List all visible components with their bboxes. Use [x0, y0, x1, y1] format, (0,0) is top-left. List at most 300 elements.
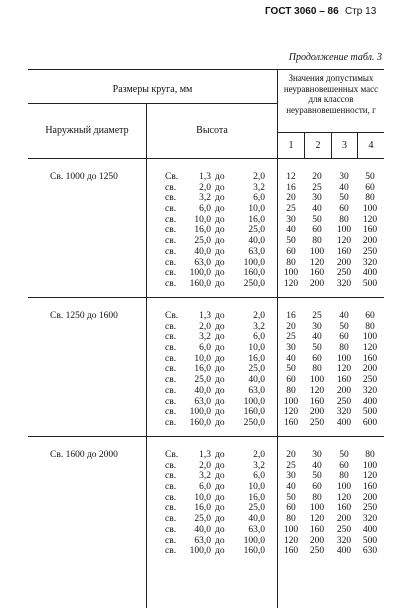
- height-to: 63,0: [248, 385, 265, 396]
- unbalance-value-class-1: 40: [286, 353, 296, 364]
- unbalance-value-class-3: 160: [336, 375, 352, 386]
- unbalance-value-class-4: 320: [362, 385, 378, 396]
- unbalance-value-class-3: 80: [339, 471, 349, 482]
- unbalance-values-row: [278, 225, 384, 236]
- height-prefix: св.: [165, 257, 177, 268]
- height-from: 2,0: [199, 182, 211, 193]
- unbalance-value-class-4: 500: [362, 278, 378, 289]
- height-range-row: [165, 418, 277, 429]
- unbalance-value-class-1: 100: [283, 268, 299, 279]
- group-1-heights: [165, 172, 277, 290]
- height-from: 16,0: [194, 364, 211, 375]
- height-range-row: [165, 461, 277, 472]
- height-to: 16,0: [248, 353, 265, 364]
- unbalance-value-class-4: 160: [362, 482, 378, 493]
- unbalance-value-class-2: 120: [309, 385, 325, 396]
- height-from: 3,2: [199, 332, 211, 343]
- unbalance-value-class-4: 250: [362, 375, 378, 386]
- unbalance-value-class-2: 50: [312, 343, 322, 354]
- unbalance-value-class-2: 160: [309, 268, 325, 279]
- height-range-row: [165, 247, 277, 258]
- height-from: 2,0: [199, 321, 211, 332]
- unbalance-value-class-4: 160: [362, 225, 378, 236]
- unbalance-value-class-3: 40: [339, 311, 349, 321]
- height-prefix: св.: [165, 214, 177, 225]
- unbalance-value-class-4: 120: [362, 343, 378, 354]
- unbalance-value-class-3: 250: [336, 524, 352, 535]
- height-to: 250,0: [243, 278, 265, 289]
- height-to: 100,0: [243, 396, 265, 407]
- height-do: до: [215, 364, 225, 375]
- height-do: до: [215, 535, 225, 546]
- unbalance-value-class-2: 200: [309, 278, 325, 289]
- height-from: 100,0: [189, 268, 211, 279]
- unbalance-value-class-1: 120: [283, 407, 299, 418]
- unbalance-value-class-1: 20: [286, 450, 296, 460]
- unbalance-values-row: [278, 471, 384, 482]
- table-continuation-label: Продолжение табл. 3: [288, 52, 382, 63]
- height-from: 100,0: [189, 546, 211, 557]
- unbalance-value-class-2: 30: [312, 193, 322, 204]
- unbalance-value-class-2: 200: [309, 535, 325, 546]
- header-outer-diameter: Наружный диаметр: [45, 125, 129, 136]
- height-from: 63,0: [194, 257, 211, 268]
- unbalance-value-class-4: 80: [365, 450, 375, 460]
- unbalance-values-row: [278, 546, 384, 557]
- unbalance-value-class-1: 50: [286, 492, 296, 503]
- unbalance-value-class-4: 200: [362, 236, 378, 247]
- height-range-row: [165, 471, 277, 482]
- unbalance-value-class-1: 25: [286, 460, 296, 471]
- height-prefix: св.: [165, 204, 177, 215]
- height-do: до: [215, 503, 225, 514]
- unbalance-values-row: [278, 183, 384, 194]
- height-from: 16,0: [194, 225, 211, 236]
- height-range-row: [165, 215, 277, 226]
- height-range-row: [165, 332, 277, 343]
- unbalance-value-class-4: 630: [362, 546, 378, 557]
- height-prefix: Св.: [165, 450, 179, 460]
- height-prefix: Св.: [165, 311, 179, 321]
- height-prefix: св.: [165, 182, 177, 193]
- unbalance-value-class-4: 100: [362, 332, 378, 343]
- unbalance-value-class-2: 80: [312, 492, 322, 503]
- height-range-row: [165, 386, 277, 397]
- header-sizes-title: Размеры круга, мм: [112, 84, 193, 95]
- unbalance-value-class-3: 160: [336, 503, 352, 514]
- unbalance-value-class-4: 320: [362, 257, 378, 268]
- unbalance-value-class-4: 600: [362, 417, 378, 428]
- unbalance-values-row: [278, 268, 384, 279]
- height-range-row: [165, 407, 277, 418]
- height-from: 3,2: [199, 193, 211, 204]
- unbalance-value-class-4: 100: [362, 204, 378, 215]
- height-from: 1,3: [199, 311, 211, 321]
- unbalance-values-row: [278, 311, 384, 322]
- height-prefix: св.: [165, 278, 177, 289]
- unbalance-value-class-2: 20: [312, 172, 322, 182]
- unbalance-value-class-4: 320: [362, 514, 378, 525]
- height-do: до: [215, 460, 225, 471]
- unbalance-value-class-2: 100: [309, 375, 325, 386]
- height-prefix: св.: [165, 193, 177, 204]
- height-from: 10,0: [194, 492, 211, 503]
- height-to: 16,0: [248, 492, 265, 503]
- height-to: 100,0: [243, 257, 265, 268]
- unbalance-value-class-2: 250: [309, 546, 325, 557]
- unbalance-value-class-3: 200: [336, 257, 352, 268]
- height-to: 2,0: [253, 172, 265, 182]
- group-diameter-3: Св. 1600 до 2000: [50, 450, 118, 460]
- height-prefix: св.: [165, 407, 177, 418]
- height-range-row: [165, 183, 277, 194]
- unbalance-values-row: [278, 258, 384, 269]
- height-to: 160,0: [243, 268, 265, 279]
- height-from: 10,0: [194, 353, 211, 364]
- group-divider-2: [28, 436, 384, 437]
- unbalance-value-class-3: 400: [336, 546, 352, 557]
- unbalance-values-row: [278, 279, 384, 290]
- unbalance-values-row: [278, 354, 384, 365]
- unbalance-value-class-1: 50: [286, 364, 296, 375]
- height-prefix: св.: [165, 503, 177, 514]
- height-from: 3,2: [199, 471, 211, 482]
- unbalance-value-class-1: 100: [283, 524, 299, 535]
- unbalance-value-class-4: 400: [362, 524, 378, 535]
- height-to: 63,0: [248, 524, 265, 535]
- unbalance-value-class-3: 80: [339, 343, 349, 354]
- height-from: 40,0: [194, 385, 211, 396]
- height-range-row: [165, 354, 277, 365]
- unbalance-values-row: [278, 322, 384, 333]
- height-prefix: Св.: [165, 172, 179, 182]
- unbalance-value-class-2: 60: [312, 482, 322, 493]
- unbalance-values-row: [278, 193, 384, 204]
- unbalance-value-class-1: 40: [286, 482, 296, 493]
- unbalance-value-class-4: 250: [362, 503, 378, 514]
- height-prefix: св.: [165, 514, 177, 525]
- unbalance-value-class-3: 320: [336, 407, 352, 418]
- unbalance-value-class-3: 50: [339, 321, 349, 332]
- unbalance-value-class-4: 500: [362, 407, 378, 418]
- height-to: 16,0: [248, 214, 265, 225]
- unbalance-values-row: [278, 204, 384, 215]
- class-number-4: 4: [368, 140, 374, 151]
- unbalance-value-class-3: 50: [339, 193, 349, 204]
- height-do: до: [215, 492, 225, 503]
- height-to: 40,0: [248, 236, 265, 247]
- unbalance-value-class-3: 250: [336, 268, 352, 279]
- unbalance-values-row: [278, 536, 384, 547]
- unbalance-value-class-2: 80: [312, 364, 322, 375]
- height-from: 6,0: [199, 482, 211, 493]
- height-prefix: св.: [165, 353, 177, 364]
- column-divider-main: [146, 103, 147, 608]
- unbalance-value-class-1: 60: [286, 375, 296, 386]
- unbalance-values-row: [278, 418, 384, 429]
- height-prefix: св.: [165, 385, 177, 396]
- unbalance-values-row: [278, 450, 384, 461]
- unbalance-values-row: [278, 397, 384, 408]
- unbalance-value-class-1: 160: [283, 417, 299, 428]
- height-do: до: [215, 450, 225, 460]
- height-to: 250,0: [243, 417, 265, 428]
- unbalance-values-row: [278, 364, 384, 375]
- unbalance-values-row: [278, 172, 384, 183]
- height-range-row: [165, 482, 277, 493]
- height-range-row: [165, 258, 277, 269]
- unbalance-values-row: [278, 332, 384, 343]
- height-from: 10,0: [194, 214, 211, 225]
- unbalance-value-class-2: 120: [309, 514, 325, 525]
- unbalance-value-class-1: 50: [286, 236, 296, 247]
- unbalance-value-class-4: 200: [362, 364, 378, 375]
- height-do: до: [215, 396, 225, 407]
- height-do: до: [215, 172, 225, 182]
- height-range-row: [165, 172, 277, 183]
- group-3-values: [278, 450, 384, 557]
- unbalance-value-class-1: 120: [283, 278, 299, 289]
- unbalance-value-class-3: 80: [339, 214, 349, 225]
- height-do: до: [215, 407, 225, 418]
- height-to: 10,0: [248, 204, 265, 215]
- height-to: 160,0: [243, 407, 265, 418]
- unbalance-value-class-3: 100: [336, 353, 352, 364]
- unbalance-value-class-4: 50: [365, 172, 375, 182]
- height-from: 6,0: [199, 343, 211, 354]
- header-bottom-rule: [28, 158, 384, 159]
- height-range-row: [165, 493, 277, 504]
- height-to: 25,0: [248, 503, 265, 514]
- height-do: до: [215, 278, 225, 289]
- height-to: 10,0: [248, 482, 265, 493]
- height-do: до: [215, 343, 225, 354]
- height-do: до: [215, 471, 225, 482]
- unbalance-value-class-4: 160: [362, 353, 378, 364]
- unbalance-value-class-4: 80: [365, 193, 375, 204]
- height-do: до: [215, 321, 225, 332]
- height-prefix: св.: [165, 268, 177, 279]
- height-prefix: св.: [165, 482, 177, 493]
- height-range-row: [165, 204, 277, 215]
- height-prefix: св.: [165, 546, 177, 557]
- unbalance-value-class-1: 12: [286, 172, 296, 182]
- unbalance-value-class-3: 200: [336, 514, 352, 525]
- height-range-row: [165, 322, 277, 333]
- class-number-3: 3: [342, 140, 347, 151]
- height-prefix: св.: [165, 332, 177, 343]
- unbalance-value-class-2: 250: [309, 417, 325, 428]
- unbalance-value-class-3: 60: [339, 460, 349, 471]
- height-to: 3,2: [253, 182, 265, 193]
- unbalance-value-class-3: 200: [336, 385, 352, 396]
- unbalance-value-class-3: 120: [336, 492, 352, 503]
- height-do: до: [215, 311, 225, 321]
- height-do: до: [215, 524, 225, 535]
- height-range-row: [165, 279, 277, 290]
- unbalance-value-class-4: 250: [362, 246, 378, 257]
- unbalance-value-class-2: 40: [312, 460, 322, 471]
- height-to: 25,0: [248, 364, 265, 375]
- height-range-row: [165, 268, 277, 279]
- unbalance-values-row: [278, 375, 384, 386]
- class-number-2: 2: [315, 140, 321, 151]
- unbalance-value-class-2: 30: [312, 321, 322, 332]
- height-from: 40,0: [194, 246, 211, 257]
- height-do: до: [215, 257, 225, 268]
- unbalance-value-class-4: 120: [362, 471, 378, 482]
- height-prefix: св.: [165, 364, 177, 375]
- class-number-1: 1: [288, 140, 294, 151]
- group-diameter-2: Св. 1250 до 1600: [50, 311, 118, 321]
- unbalance-value-class-3: 120: [336, 236, 352, 247]
- unbalance-value-class-1: 60: [286, 503, 296, 514]
- height-from: 63,0: [194, 396, 211, 407]
- unbalance-value-class-1: 80: [286, 514, 296, 525]
- height-to: 6,0: [253, 471, 265, 482]
- unbalance-value-class-4: 60: [365, 311, 375, 321]
- height-to: 160,0: [243, 546, 265, 557]
- unbalance-value-class-2: 120: [309, 257, 325, 268]
- height-range-row: [165, 236, 277, 247]
- height-do: до: [215, 332, 225, 343]
- height-from: 1,3: [199, 450, 211, 460]
- unbalance-value-class-2: 50: [312, 471, 322, 482]
- height-prefix: св.: [165, 471, 177, 482]
- height-range-row: [165, 343, 277, 354]
- height-range-row: [165, 503, 277, 514]
- group-divider-1: [28, 297, 384, 298]
- height-range-row: [165, 375, 277, 386]
- height-to: 3,2: [253, 321, 265, 332]
- height-do: до: [215, 417, 225, 428]
- unbalance-value-class-1: 100: [283, 396, 299, 407]
- unbalance-value-class-2: 25: [312, 311, 322, 321]
- unbalance-value-class-1: 16: [286, 182, 296, 193]
- group-diameter-1: Св. 1000 до 1250: [50, 172, 118, 182]
- unbalance-value-class-4: 500: [362, 535, 378, 546]
- height-range-row: [165, 311, 277, 322]
- height-from: 16,0: [194, 503, 211, 514]
- unbalance-value-class-2: 30: [312, 450, 322, 460]
- height-to: 100,0: [243, 535, 265, 546]
- group-2-values: [278, 311, 384, 429]
- height-to: 2,0: [253, 311, 265, 321]
- unbalance-value-class-3: 30: [339, 172, 349, 182]
- unbalance-value-class-2: 160: [309, 524, 325, 535]
- unbalance-value-class-2: 60: [312, 225, 322, 236]
- unbalance-value-class-2: 50: [312, 214, 322, 225]
- height-do: до: [215, 225, 225, 236]
- height-prefix: св.: [165, 396, 177, 407]
- height-prefix: св.: [165, 492, 177, 503]
- unbalance-value-class-1: 25: [286, 332, 296, 343]
- height-range-row: [165, 364, 277, 375]
- unbalance-value-class-3: 320: [336, 535, 352, 546]
- unbalance-value-class-2: 80: [312, 236, 322, 247]
- height-from: 40,0: [194, 524, 211, 535]
- height-prefix: св.: [165, 524, 177, 535]
- height-prefix: св.: [165, 417, 177, 428]
- unbalance-value-class-2: 200: [309, 407, 325, 418]
- unbalance-value-class-4: 400: [362, 268, 378, 279]
- standard-number: ГОСТ 3060 – 86: [265, 6, 339, 17]
- unbalance-value-class-3: 120: [336, 364, 352, 375]
- height-do: до: [215, 268, 225, 279]
- height-do: до: [215, 385, 225, 396]
- unbalance-value-class-4: 400: [362, 396, 378, 407]
- header-height: Высота: [196, 125, 228, 136]
- unbalance-value-class-4: 100: [362, 460, 378, 471]
- table-top-rule: [28, 69, 384, 70]
- height-range-row: [165, 525, 277, 536]
- unbalance-value-class-1: 60: [286, 246, 296, 257]
- unbalance-values-row: [278, 215, 384, 226]
- height-prefix: св.: [165, 535, 177, 546]
- unbalance-value-class-4: 120: [362, 214, 378, 225]
- unbalance-value-class-1: 120: [283, 535, 299, 546]
- height-from: 6,0: [199, 204, 211, 215]
- unbalance-value-class-3: 160: [336, 246, 352, 257]
- height-prefix: св.: [165, 460, 177, 471]
- unbalance-value-class-1: 80: [286, 257, 296, 268]
- unbalance-values-row: [278, 482, 384, 493]
- unbalance-value-class-1: 16: [286, 311, 296, 321]
- height-range-row: [165, 225, 277, 236]
- unbalance-value-class-2: 40: [312, 204, 322, 215]
- height-from: 63,0: [194, 535, 211, 546]
- unbalance-values-row: [278, 407, 384, 418]
- height-to: 6,0: [253, 193, 265, 204]
- height-prefix: св.: [165, 225, 177, 236]
- group-3-heights: [165, 450, 277, 557]
- unbalance-value-class-1: 20: [286, 193, 296, 204]
- unbalance-values-row: [278, 247, 384, 258]
- height-from: 2,0: [199, 460, 211, 471]
- height-do: до: [215, 514, 225, 525]
- unbalance-value-class-4: 80: [365, 321, 375, 332]
- unbalance-value-class-1: 30: [286, 471, 296, 482]
- unbalance-value-class-2: 25: [312, 182, 322, 193]
- height-prefix: св.: [165, 375, 177, 386]
- unbalance-value-class-3: 60: [339, 332, 349, 343]
- height-from: 160,0: [189, 417, 211, 428]
- unbalance-value-class-4: 60: [365, 182, 375, 193]
- unbalance-value-class-2: 100: [309, 246, 325, 257]
- height-do: до: [215, 546, 225, 557]
- height-to: 6,0: [253, 332, 265, 343]
- height-from: 1,3: [199, 172, 211, 182]
- height-from: 25,0: [194, 236, 211, 247]
- page-number: Стр 13: [345, 6, 377, 17]
- height-from: 25,0: [194, 375, 211, 386]
- header-sub-rule: [28, 103, 278, 104]
- unbalance-value-class-3: 100: [336, 225, 352, 236]
- unbalance-values-row: [278, 514, 384, 525]
- unbalance-value-class-3: 320: [336, 278, 352, 289]
- height-do: до: [215, 375, 225, 386]
- height-to: 2,0: [253, 450, 265, 460]
- unbalance-value-class-1: 20: [286, 321, 296, 332]
- unbalance-value-class-3: 400: [336, 417, 352, 428]
- header-unbalance-values: Значения допустимых неуравновешенных масс для классов неуравновешенности, г: [283, 73, 379, 115]
- height-to: 25,0: [248, 225, 265, 236]
- unbalance-value-class-1: 160: [283, 546, 299, 557]
- height-do: до: [215, 246, 225, 257]
- height-do: до: [215, 193, 225, 204]
- unbalance-value-class-1: 25: [286, 204, 296, 215]
- height-do: до: [215, 236, 225, 247]
